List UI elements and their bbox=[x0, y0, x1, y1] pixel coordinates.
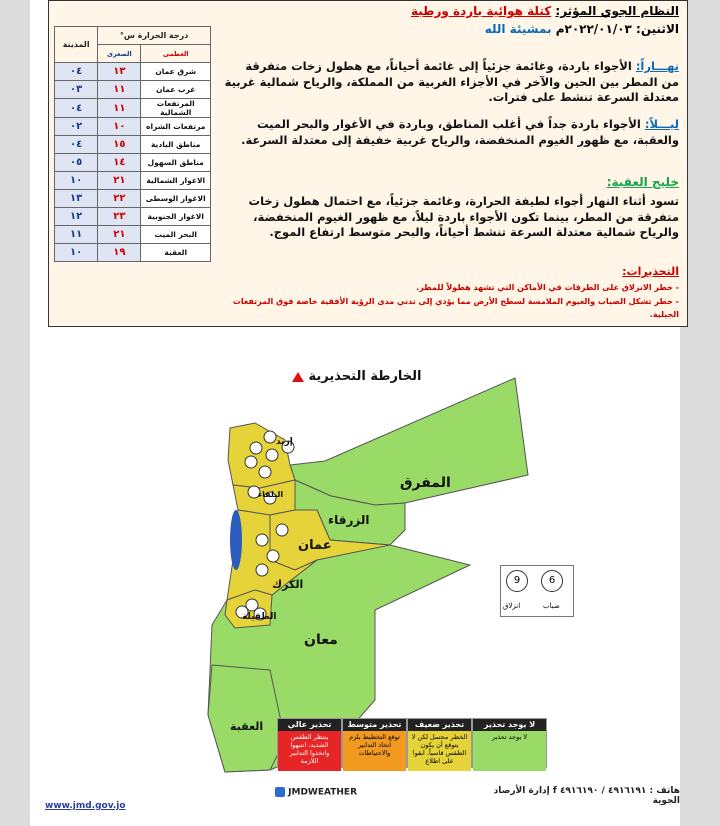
date-suffix: بمشيئة الله bbox=[484, 22, 552, 36]
min-header: الصغرى bbox=[98, 45, 141, 63]
legend-medium-title: تحذير متوسط bbox=[343, 719, 406, 731]
row-min: ١٢ bbox=[55, 208, 98, 226]
row-city: غرب عمان bbox=[141, 81, 211, 99]
row-city: المرتفعات الشمالية bbox=[141, 99, 211, 118]
row-max: ١٠ bbox=[98, 118, 141, 136]
label-balqa: البلقاء bbox=[258, 490, 284, 499]
row-city: البحر الميت bbox=[141, 226, 211, 244]
aqaba-text: تسود أثناء النهار أجواء لطيفة الحرارة، وغائمة جزئياً، مع احتمال هطول زخات متفرقة من المطر، بينما تكون الأجواء باردة ليلاً، مع ظهور الغيوم المنخفضة، والرياح شمالية معتدلة السرعة تنشط أحياناً، والبحر متوسط ارتفاع الموج. bbox=[248, 194, 679, 239]
row-max: ٢١ bbox=[98, 226, 141, 244]
legend-medium-body: توقع التخطيط بلزم اتخاذ التدابير والاحتياطات bbox=[343, 731, 406, 771]
row-city: الاغوار الوسطى bbox=[141, 190, 211, 208]
row-city: مرتفعات الشراه bbox=[141, 118, 211, 136]
fog-icon: 6 bbox=[541, 570, 563, 592]
legend-none-body: لا يوجد تحذير bbox=[473, 731, 546, 771]
row-max: ٢٣ bbox=[98, 208, 141, 226]
label-tafila: الطفيلة bbox=[242, 612, 277, 622]
row-city: العقبة bbox=[141, 244, 211, 262]
day-text: الأجواء باردة، وغائمة جزئياً إلى غائمة أحياناً، مع هطول زخات متفرقة من المطر بين الحين والآخر في الأجزاء الغربية من المملكة، والرياح شمالية غربية معتدلة السرعة تنشط على فترات. bbox=[224, 59, 679, 104]
row-city: مناطق السهول bbox=[141, 154, 211, 172]
row-city: شرق عمان bbox=[141, 63, 211, 81]
legend-high-body: ينتظر الطقس الشديد، انتبهوا واتخذوا التدابير اللازمة bbox=[278, 731, 341, 771]
dead-sea bbox=[230, 510, 242, 570]
city-header: المدينة bbox=[55, 27, 98, 63]
date-label: الاثنين: ٢٠٢٢/٠١/٠٣م bbox=[555, 22, 679, 36]
row-city: الاغوار الشمالية bbox=[141, 172, 211, 190]
row-max: ١٩ bbox=[98, 244, 141, 262]
row-min: ١٠ bbox=[55, 244, 98, 262]
legend-medium bbox=[342, 718, 407, 768]
legend-high bbox=[277, 718, 342, 768]
legend-low-title: تحذير ضعيف bbox=[408, 719, 471, 731]
legend-low-body: الخطر محتمل لكن لا يتوقع أن يكون الطقس قاسياً. ابقوا على اطلاع bbox=[408, 731, 471, 771]
warning-legend bbox=[277, 718, 607, 770]
row-max: ٢١ bbox=[98, 172, 141, 190]
row-city: مناطق البادية bbox=[141, 136, 211, 154]
max-header: العظمى bbox=[141, 45, 211, 63]
row-max: ١٥ bbox=[98, 136, 141, 154]
row-min: ١٣ bbox=[55, 190, 98, 208]
row-city: الاغوار الجنوبية bbox=[141, 208, 211, 226]
social-icon bbox=[275, 787, 285, 797]
night-text: الأجواء باردة جداً في أغلب المناطق، وباردة في الأغوار والبحر الميت والعقبة، مع ظهور الغيوم المنخفضة، والرياح غربية خفيفة إلى معتدلة السرعة. bbox=[241, 117, 679, 147]
warnings-title: التحذيرات: bbox=[622, 265, 679, 278]
row-max: ١١ bbox=[98, 99, 141, 118]
warning-1: - خطر الانزلاق على الطرقات في الأماكن التي تشهد هطولاً للمطر. bbox=[416, 283, 679, 292]
label-mafraq: المفرق bbox=[400, 475, 451, 491]
row-max: ١٣ bbox=[98, 63, 141, 81]
row-min: ٠٤ bbox=[55, 63, 98, 81]
map-title-text: الخارطة التحذيرية bbox=[308, 369, 422, 384]
label-amman: عمان bbox=[298, 538, 332, 553]
row-min: ٠٤ bbox=[55, 99, 98, 118]
social-text: JMDWEATHER bbox=[288, 787, 358, 798]
legend-low bbox=[407, 718, 472, 768]
night-label: ليـــلاً: bbox=[644, 117, 679, 131]
row-max: ١٤ bbox=[98, 154, 141, 172]
website-link[interactable]: www.jmd.gov.jo bbox=[45, 801, 126, 811]
legend-none-title: لا يوجد تحذير bbox=[473, 719, 546, 731]
legend-none bbox=[472, 718, 547, 768]
row-max: ٢٢ bbox=[98, 190, 141, 208]
warning-2: - خطر تشكل الضباب والغيوم الملامسة لسطح الأرض مما يؤدي إلى تدني مدى الرؤية الأفقية خاصة فوق المرتفعات الجبلية. bbox=[232, 297, 679, 319]
row-min: ٠٥ bbox=[55, 154, 98, 172]
system-value: كتلة هوائية باردة ورطبة bbox=[410, 4, 552, 18]
row-min: ٠٢ bbox=[55, 118, 98, 136]
slip-icon: 9 bbox=[506, 570, 528, 592]
slip-label: انزلاق bbox=[503, 602, 521, 610]
day-label: نهـــاراً: bbox=[635, 59, 679, 73]
label-zarqa: الزرقاء bbox=[328, 513, 370, 527]
page bbox=[30, 0, 680, 826]
label-maan: معان bbox=[304, 632, 338, 648]
system-label: النظام الجوي المؤثر: bbox=[555, 4, 679, 18]
phone-line: هاتف : ٤٩١٦١٩١ / ٤٩١٦١٩٠ f إدارة الأرصاد الجوية bbox=[493, 786, 680, 806]
fog-label: ضباب bbox=[543, 602, 560, 610]
row-min: ٠٤ bbox=[55, 136, 98, 154]
row-max: ١١ bbox=[98, 81, 141, 99]
legend-high-title: تحذير عالي bbox=[278, 719, 341, 731]
row-min: ١١ bbox=[55, 226, 98, 244]
region-irbid bbox=[228, 423, 295, 488]
social-handle bbox=[275, 787, 357, 798]
label-irbid: إربد bbox=[276, 437, 293, 447]
temp-header: درجة الحرارة س° bbox=[98, 27, 211, 45]
label-aqaba: العقبة bbox=[230, 720, 264, 733]
label-karak: الكرك bbox=[272, 578, 304, 591]
row-min: ٠٣ bbox=[55, 81, 98, 99]
jordan-warning-map bbox=[30, 0, 680, 826]
row-min: ١٠ bbox=[55, 172, 98, 190]
aqaba-label: خليج العقبة: bbox=[606, 175, 679, 189]
hazard-icons-box bbox=[500, 565, 574, 617]
